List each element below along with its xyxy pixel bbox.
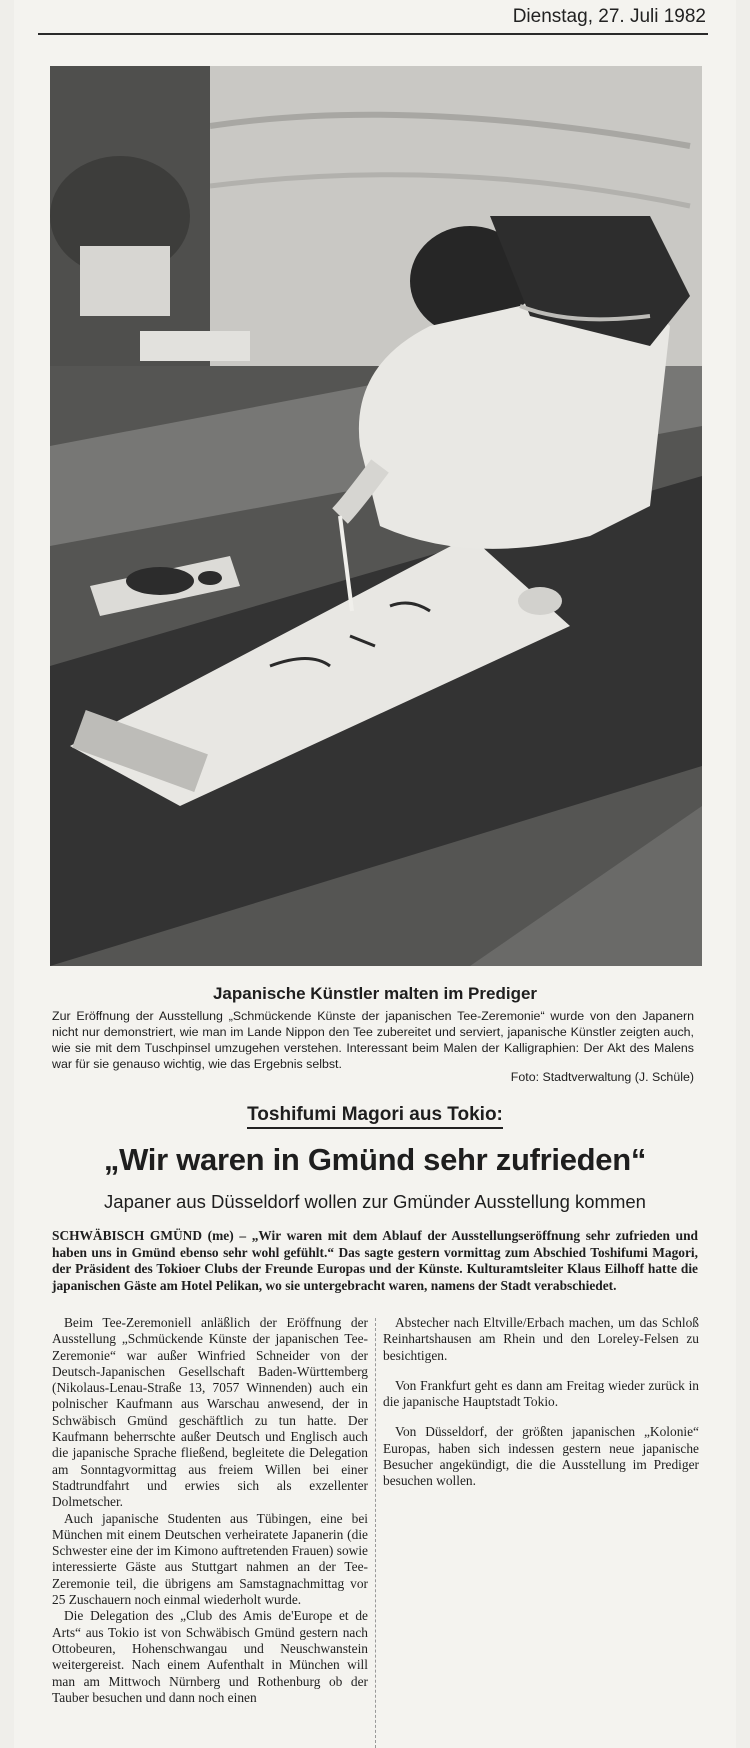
photo-credit: Foto: Stadtverwaltung (J. Schüle)	[510, 1070, 694, 1084]
article-lead: SCHWÄBISCH GMÜND (me) – „Wir waren mit dem Ablauf der Ausstellungseröffnung sehr zufrieden und haben uns in Gmünd ebenso sehr wohl gefühlt.“ Das sagte gestern vormittag zum Abschied Toshifumi Magori, der Präsident des Tokioer Clubs der Freunde Europas und der Künste. Kulturamtsleiter Klaus Eilhoff hatte die japanischen Gäste am Hotel Pelikan, wo sie untergebracht waren, namens der Stadt verabschiedet.	[52, 1228, 698, 1293]
article-column-1	[52, 1315, 368, 1706]
photo-caption-title: Japanische Künstler malten im Prediger	[212, 984, 538, 1003]
article-headline: „Wir waren in Gmünd sehr zufrieden“	[103, 1142, 647, 1177]
photo-caption-text: Zur Eröffnung der Ausstellung „Schmückende Künste der japanischen Tee-Zeremonie“ wurde von den Japanern nicht nur demonstriert, wie man im Lande Nippon den Tee zubereitet und serviert, japanische Künstler zeigten auch, wie sie mit dem Tuschpinsel umzugehen verstehen. Interessant beim Malen der Kalligraphien: Der Akt des Malens war für sie genauso wichtig, wie das Ergebnis selbst.	[52, 1009, 694, 1071]
article-kicker	[0, 1104, 750, 1126]
article-subhead: Japaner aus Düsseldorf wollen zur Gmünder Ausstellung kommen	[104, 1191, 646, 1212]
column-divider	[375, 1318, 377, 1748]
issue-date: Dienstag, 27. Juli 1982	[512, 6, 706, 27]
paragraph: Auch japanische Studenten aus Tübingen, eine bei München mit einem Deutschen verheiratete Japanerin (die Schwester eine der im Kimono auftretenden Frauen) sowie interessierte Gäste aus Stuttgart nahmen an der Tee-Zeremonie teil, die übrigens am Samstagnachmittag vor 25 Zuschauern noch einmal wiederholt wurde.	[52, 1510, 368, 1608]
header-rule	[38, 33, 708, 35]
article-column-2	[383, 1315, 699, 1504]
paragraph: Die Delegation des „Club des Amis de'Europe et de Arts“ aus Tokio ist von Schwäbisch Gmünd gestern nach Ottobeuren, Hohenschwangau und Neuschwanstein weitergereist. Nach einem Aufenthalt in München will man am Mittwoch Nürnberg und Rothenburg ob der Tauber besuchen und dann noch einen	[52, 1608, 368, 1705]
paragraph: Von Düsseldorf, der größten japanischen „Kolonie“ Europas, haben sich indessen gestern neue japanische Besucher angekündigt, die die Ausstellung im Prediger besuchen wollen.	[383, 1424, 699, 1489]
article-kicker-text: Toshifumi Magori aus Tokio:	[247, 1104, 503, 1129]
calligraphy-photo-icon	[50, 66, 702, 966]
paragraph: Abstecher nach Eltville/Erbach machen, um das Schloß Reinhartshausen am Rhein und den Loreley-Felsen zu besichtigen.	[383, 1315, 699, 1363]
paragraph: Beim Tee-Zeremoniell anläßlich der Eröffnung der Ausstellung „Schmückende Künste der japanischen Tee-Zeremonie“ war außer Winfried Schneider von der Deutsch-Japanischen Gesellschaft Baden-Württemberg (Nikolaus-Lenau-Straße 13, 7057 Winnenden) auch ein polnischer Kaufmann aus Warschau anwesend, der in Schwäbisch Gmünd geschäftlich zu tun hatte. Der Kaufmann beherrschte außer Deutsch und Englisch auch die japanische Sprache fließend, begleitete die Delegation am Sonntagvormittag aus freiem Willen bei einer Stadtrundfahrt und erwies sich als exzellenter Dolmetscher.	[52, 1315, 368, 1510]
paragraph: Von Frankfurt geht es dann am Freitag wieder zurück in die japanische Hauptstadt Tokio.	[383, 1377, 699, 1410]
